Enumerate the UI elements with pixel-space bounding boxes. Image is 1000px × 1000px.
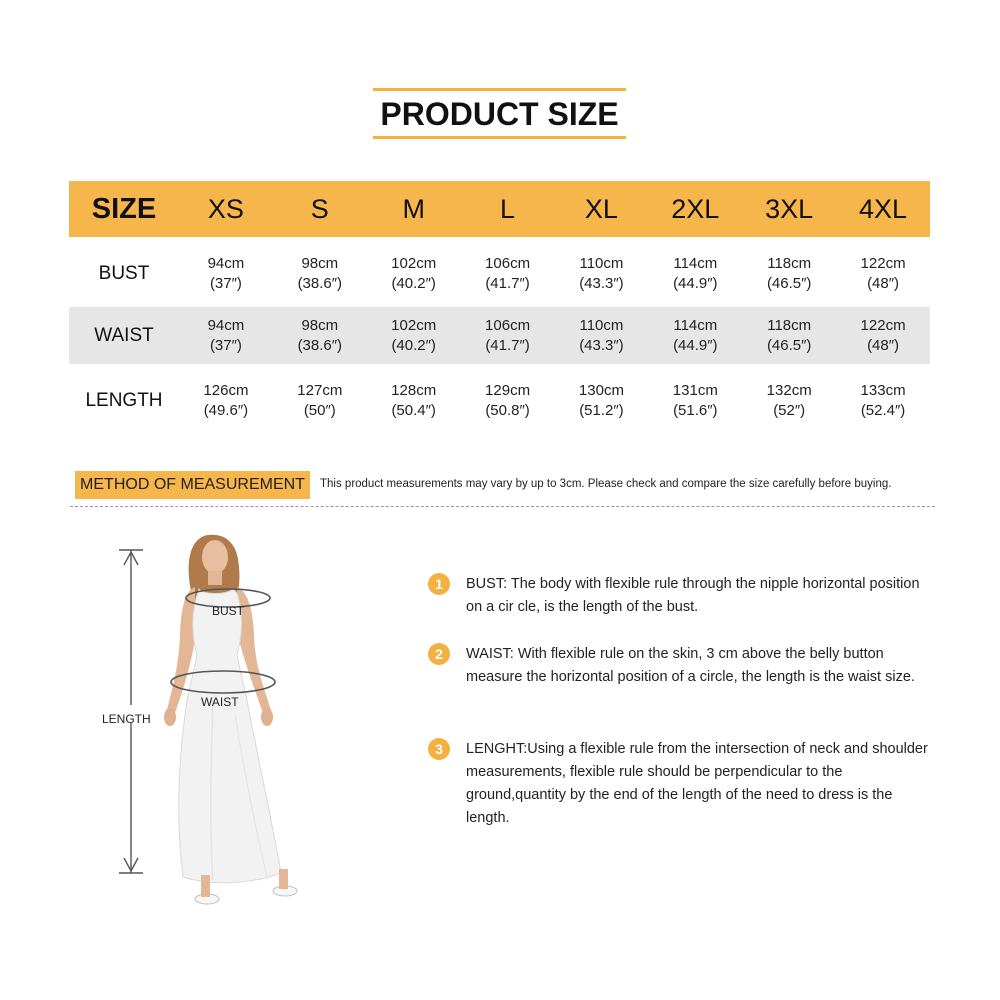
step-number-badge: 1 <box>428 573 450 595</box>
table-cell <box>742 254 836 294</box>
cell-in: (52″) <box>773 401 806 419</box>
cell-cm: 106cm <box>485 316 531 334</box>
table-cell <box>836 254 930 294</box>
table-row-waist <box>69 307 930 364</box>
cell-cm: 130cm <box>578 381 624 399</box>
header-size-2xl: 2XL <box>671 194 720 224</box>
cell-cm: 132cm <box>766 381 812 399</box>
cell-cm: 131cm <box>672 381 718 399</box>
cell-in: (38.6″) <box>297 275 343 292</box>
table-header-row <box>69 181 930 237</box>
cell-in: (37″) <box>209 275 242 292</box>
cell-cm: 102cm <box>391 316 437 334</box>
table-cell <box>742 381 836 421</box>
cell-cm: 106cm <box>485 255 531 272</box>
cell-in: (52.4″) <box>860 401 906 419</box>
instruction-text: BUST: The body with flexible rule through the nipple horizontal position on a cir cle, is the length of the bust. <box>466 576 920 615</box>
table-cell <box>555 381 649 421</box>
table-cell <box>179 254 273 294</box>
header-size-l: L <box>500 194 516 224</box>
header-size-4xl: 4XL <box>859 194 908 224</box>
cell-cm: 98cm <box>301 255 339 272</box>
cell-cm: 114cm <box>673 255 718 272</box>
cell-in: (50.4″) <box>391 401 436 419</box>
cell-cm: 133cm <box>860 381 906 399</box>
cell-in: (46.5″) <box>766 336 812 354</box>
instruction-text: LENGHT:Using a flexible rule from the intersection of neck and shoulder measurements, flexible rule should be perpendicular to the ground,quantity by the end of the length of the need to dress is the length. <box>466 741 928 826</box>
table-cell <box>742 316 836 356</box>
instruction-text: WAIST: With flexible rule on the skin, 3 cm above the belly button measure the horizontal position of a circle, the length is the waist size. <box>466 646 915 685</box>
model-figure <box>95 515 345 915</box>
row-label: LENGTH <box>85 389 163 411</box>
cell-in: (48″) <box>867 336 900 354</box>
page-title: PRODUCT SIZE <box>380 96 619 132</box>
header-size-label: SIZE <box>91 192 157 225</box>
bust-label: BUST <box>212 604 245 618</box>
row-label: BUST <box>98 263 150 284</box>
step-number-badge: 3 <box>428 738 450 760</box>
title-rule-bottom <box>373 136 626 139</box>
title-rule-top <box>373 88 626 91</box>
header-size-3xl: 3XL <box>765 194 814 224</box>
cell-cm: 94cm <box>207 316 245 334</box>
table-cell <box>273 381 367 421</box>
measurement-note: This product measurements may vary by up to 3cm. Please check and compare the size carefully before buying. <box>320 478 892 490</box>
cell-cm: 102cm <box>391 255 437 272</box>
table-cell <box>555 254 649 294</box>
cell-in: (44.9″) <box>673 275 718 292</box>
cell-in: (48″) <box>867 275 900 292</box>
cell-in: (40.2″) <box>391 336 436 354</box>
table-row-bust <box>69 241 930 307</box>
cell-cm: 128cm <box>391 381 437 399</box>
table-cell <box>367 316 461 356</box>
instruction-length <box>428 738 938 830</box>
waist-label: WAIST <box>201 695 239 709</box>
cell-in: (49.6″) <box>203 401 249 419</box>
table-cell <box>461 381 555 421</box>
cell-in: (44.9″) <box>673 336 718 354</box>
instruction-bust <box>428 573 938 619</box>
cell-cm: 129cm <box>485 381 531 399</box>
row-label: WAIST <box>94 324 154 346</box>
table-row-length <box>69 364 930 437</box>
method-of-measurement-label: METHOD OF MEASUREMENT <box>75 471 310 499</box>
table-cell <box>273 254 367 294</box>
table-cell <box>273 316 367 356</box>
table-cell <box>461 254 555 294</box>
header-size-s: S <box>310 194 329 224</box>
length-label: LENGTH <box>102 712 151 726</box>
step-number-badge: 2 <box>428 643 450 665</box>
cell-in: (46.5″) <box>766 275 812 292</box>
cell-cm: 118cm <box>767 316 812 334</box>
cell-cm: 122cm <box>860 255 906 272</box>
table-cell <box>367 381 461 421</box>
cell-in: (40.2″) <box>391 275 436 292</box>
table-cell <box>461 316 555 356</box>
cell-in: (41.7″) <box>485 336 530 354</box>
table-cell <box>179 381 273 421</box>
cell-in: (38.6″) <box>297 336 343 354</box>
table-cell <box>648 254 742 294</box>
table-cell <box>179 316 273 356</box>
table-cell <box>836 381 930 421</box>
page-title-block <box>373 88 626 140</box>
header-size-xs: XS <box>207 194 244 224</box>
cell-cm: 98cm <box>301 316 339 334</box>
cell-cm: 127cm <box>297 381 343 399</box>
cell-cm: 94cm <box>207 255 245 272</box>
header-size-m: M <box>402 194 425 224</box>
table-cell <box>836 316 930 356</box>
table-cell <box>648 316 742 356</box>
table-cell <box>648 381 742 421</box>
cell-in: (51.2″) <box>579 401 624 419</box>
table-cell <box>555 316 649 356</box>
cell-cm: 122cm <box>860 316 906 334</box>
table-cell <box>367 254 461 294</box>
size-table <box>69 181 930 437</box>
cell-cm: 118cm <box>767 255 812 272</box>
cell-in: (43.3″) <box>579 275 624 292</box>
cell-cm: 114cm <box>673 316 718 334</box>
cell-in: (43.3″) <box>579 336 624 354</box>
cell-in: (50.8″) <box>485 401 530 419</box>
cell-in: (37″) <box>209 336 242 354</box>
cell-in: (50″) <box>303 401 336 419</box>
dashed-divider <box>70 506 935 507</box>
instruction-waist <box>428 643 938 689</box>
cell-in: (51.6″) <box>673 401 718 419</box>
cell-cm: 126cm <box>203 381 249 399</box>
header-size-xl: XL <box>584 194 618 224</box>
cell-cm: 110cm <box>579 255 624 272</box>
cell-cm: 110cm <box>579 316 624 334</box>
cell-in: (41.7″) <box>485 275 530 292</box>
